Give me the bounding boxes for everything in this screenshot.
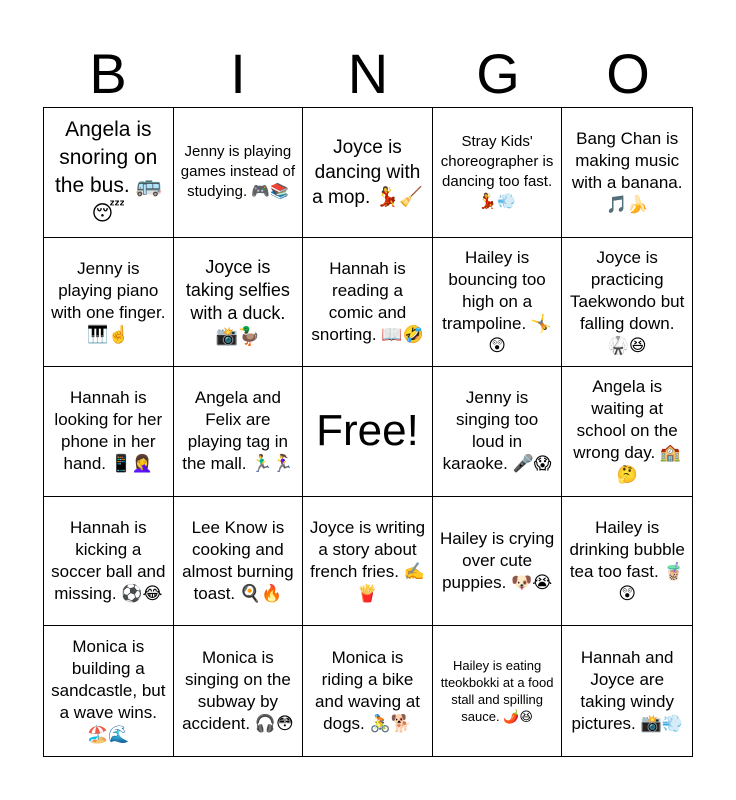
free-space-text: Free!: [316, 406, 419, 456]
free-space-cell[interactable]: [303, 367, 433, 497]
bingo-cell-text: Hailey is crying over cute puppies. 🐶😭: [439, 529, 555, 593]
bingo-cell-9[interactable]: [433, 238, 563, 368]
bingo-cell-text: Joyce is dancing with a mop. 💃🧹: [312, 136, 423, 208]
bingo-cell-3[interactable]: [303, 108, 433, 238]
bingo-cell-12[interactable]: [174, 367, 304, 497]
bingo-cell-6[interactable]: [44, 238, 174, 368]
bingo-cell-text: Bang Chan is making music with a banana. 🎵🍌: [571, 129, 683, 215]
header-letter-n: N: [347, 42, 389, 105]
bingo-cell-text: Monica is building a sandcastle, but a wave wins. 🏖️🌊: [51, 637, 166, 745]
bingo-cell-text: Joyce is practicing Taekwondo but falling down. 🥋😆: [570, 247, 685, 355]
bingo-cell-18[interactable]: [303, 497, 433, 627]
header-letter-b: B: [89, 42, 127, 105]
bingo-cell-text: Stray Kids' choreographer is dancing too fast. 💃💨: [440, 133, 554, 211]
bingo-cell-text: Angela is snoring on the bus. 🚌😴: [54, 118, 162, 226]
bingo-cell-23[interactable]: [303, 626, 433, 756]
bingo-cell-text: Hailey is bouncing too high on a trampoline. 🤸😲: [442, 247, 553, 355]
header-letter-g: G: [476, 42, 520, 105]
bingo-cell-2[interactable]: [174, 108, 304, 238]
bingo-card-grid: [43, 107, 693, 757]
bingo-cell-text: Hailey is eating tteokbokki at a food stall and spilling sauce. 🌶️😆: [440, 658, 554, 725]
bingo-cell-24[interactable]: [433, 626, 563, 756]
bingo-cell-text: Joyce is writing a story about french fries. ✍️🍟: [309, 518, 426, 604]
header-letter-o: O: [606, 42, 650, 105]
bingo-cell-4[interactable]: [433, 108, 563, 238]
bingo-cell-text: Hannah is looking for her phone in her hand. 📱🤦‍♀️: [54, 388, 163, 474]
bingo-cell-text: Monica is riding a bike and waving at dogs. 🚴🐕: [315, 648, 420, 734]
bingo-cell-19[interactable]: [433, 497, 563, 627]
bingo-cell-1[interactable]: [44, 108, 174, 238]
bingo-cell-text: Lee Know is cooking and almost burning toast. 🍳🔥: [182, 518, 294, 604]
bingo-cell-text: Joyce is taking selfies with a duck. 📸🦆: [185, 256, 290, 346]
bingo-cell-text: Hannah and Joyce are taking windy pictures. 📸💨: [571, 648, 683, 734]
bingo-cell-text: Angela and Felix are playing tag in the mall. 🏃‍♂️🏃‍♀️: [182, 388, 294, 474]
bingo-cell-11[interactable]: [44, 367, 174, 497]
bingo-cell-text: Jenny is singing too loud in karaoke. 🎤😱: [442, 388, 552, 474]
bingo-cell-text: Angela is waiting at school on the wrong day. 🏫🤔: [573, 377, 682, 485]
bingo-cell-15[interactable]: [562, 367, 692, 497]
bingo-cell-text: Hailey is drinking bubble tea too fast. 🧋😲: [569, 518, 685, 604]
bingo-cell-20[interactable]: [562, 497, 692, 627]
bingo-cell-text: Jenny is playing piano with one finger. 🎹☝️: [51, 258, 166, 344]
bingo-cell-17[interactable]: [174, 497, 304, 627]
bingo-cell-21[interactable]: [44, 626, 174, 756]
bingo-cell-text: Monica is singing on the subway by accident. 🎧😳: [182, 648, 294, 734]
bingo-cell-text: Hannah is reading a comic and snorting. 📖🤣: [311, 258, 424, 344]
bingo-cell-10[interactable]: [562, 238, 692, 368]
bingo-cell-22[interactable]: [174, 626, 304, 756]
bingo-cell-16[interactable]: [44, 497, 174, 627]
bingo-header: [43, 40, 693, 108]
bingo-cell-8[interactable]: [303, 238, 433, 368]
bingo-cell-text: Hannah is kicking a soccer ball and missing. ⚽😂: [51, 518, 166, 604]
bingo-cell-text: Jenny is playing games instead of studying. 🎮📚: [180, 143, 296, 201]
header-letter-i: I: [230, 42, 246, 105]
bingo-cell-7[interactable]: [174, 238, 304, 368]
bingo-cell-25[interactable]: [562, 626, 692, 756]
bingo-cell-5[interactable]: [562, 108, 692, 238]
bingo-cell-14[interactable]: [433, 367, 563, 497]
